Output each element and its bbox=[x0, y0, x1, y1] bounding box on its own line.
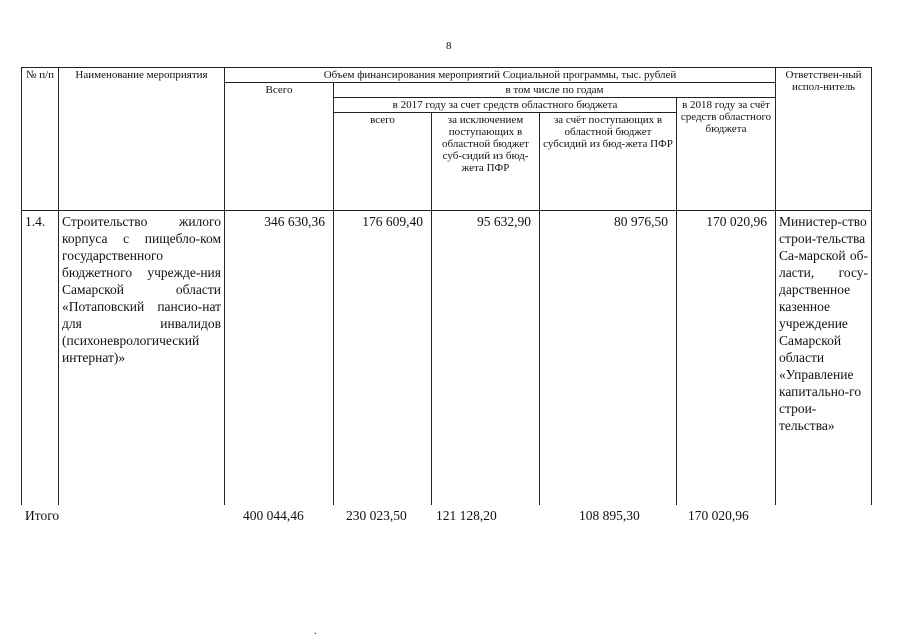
totals-2017-pfr: 108 895,30 bbox=[579, 508, 640, 523]
footer-mark: . bbox=[314, 626, 317, 637]
header-num: № п/п bbox=[22, 68, 59, 211]
totals-total: 400 044,46 bbox=[243, 508, 304, 523]
header-responsible: Ответствен-ный испол-нитель bbox=[776, 68, 872, 211]
table-row bbox=[22, 211, 872, 506]
row-2017-all: 176 609,40 bbox=[334, 211, 432, 506]
totals-2018: 170 020,96 bbox=[688, 508, 749, 523]
totals-2017-all: 230 023,50 bbox=[346, 508, 407, 523]
totals-label: Итого bbox=[25, 508, 60, 523]
row-num: 1.4. bbox=[22, 211, 59, 506]
row-total: 346 630,36 bbox=[225, 211, 334, 506]
header-2017-all: всего bbox=[334, 113, 432, 211]
table-header bbox=[22, 68, 872, 211]
header-name: Наименование мероприятия bbox=[59, 68, 225, 211]
totals-row bbox=[0, 508, 905, 528]
totals-2017-excl: 121 128,20 bbox=[436, 508, 497, 523]
row-responsible: Министер-ство строи-тельства Са-марской об-ласти, госу-дарственное казенное учреждение Самарской области «Управление капитально-го строи-тельства» bbox=[776, 211, 872, 506]
header-2018: в 2018 году за счёт средств областного бюджета bbox=[677, 98, 776, 211]
header-2017-excl: за исключением поступающих в областной бюджет суб-сидий из бюд-жета ПФР bbox=[432, 113, 540, 211]
funding-table bbox=[21, 67, 872, 505]
header-funding: Объем финансирования мероприятий Социальной программы, тыс. рублей bbox=[225, 68, 776, 83]
row-name: Строительство жилого корпуса с пищебло-ком государственного бюджетного учрежде-ния Самарской области «Потаповский пансио-нат для инвалидов (психоневрологический интернат)» bbox=[59, 211, 225, 506]
row-2017-excl: 95 632,90 bbox=[432, 211, 540, 506]
page-number: 8 bbox=[446, 40, 452, 52]
header-total: Всего bbox=[225, 83, 334, 211]
header-2017: в 2017 году за счет средств областного бюджета bbox=[334, 98, 677, 113]
header-by-years: в том числе по годам bbox=[334, 83, 776, 98]
header-2017-pfr: за счёт поступающих в областной бюджет субсидий из бюд-жета ПФР bbox=[540, 113, 677, 211]
row-2018: 170 020,96 bbox=[677, 211, 776, 506]
row-2017-pfr: 80 976,50 bbox=[540, 211, 677, 506]
